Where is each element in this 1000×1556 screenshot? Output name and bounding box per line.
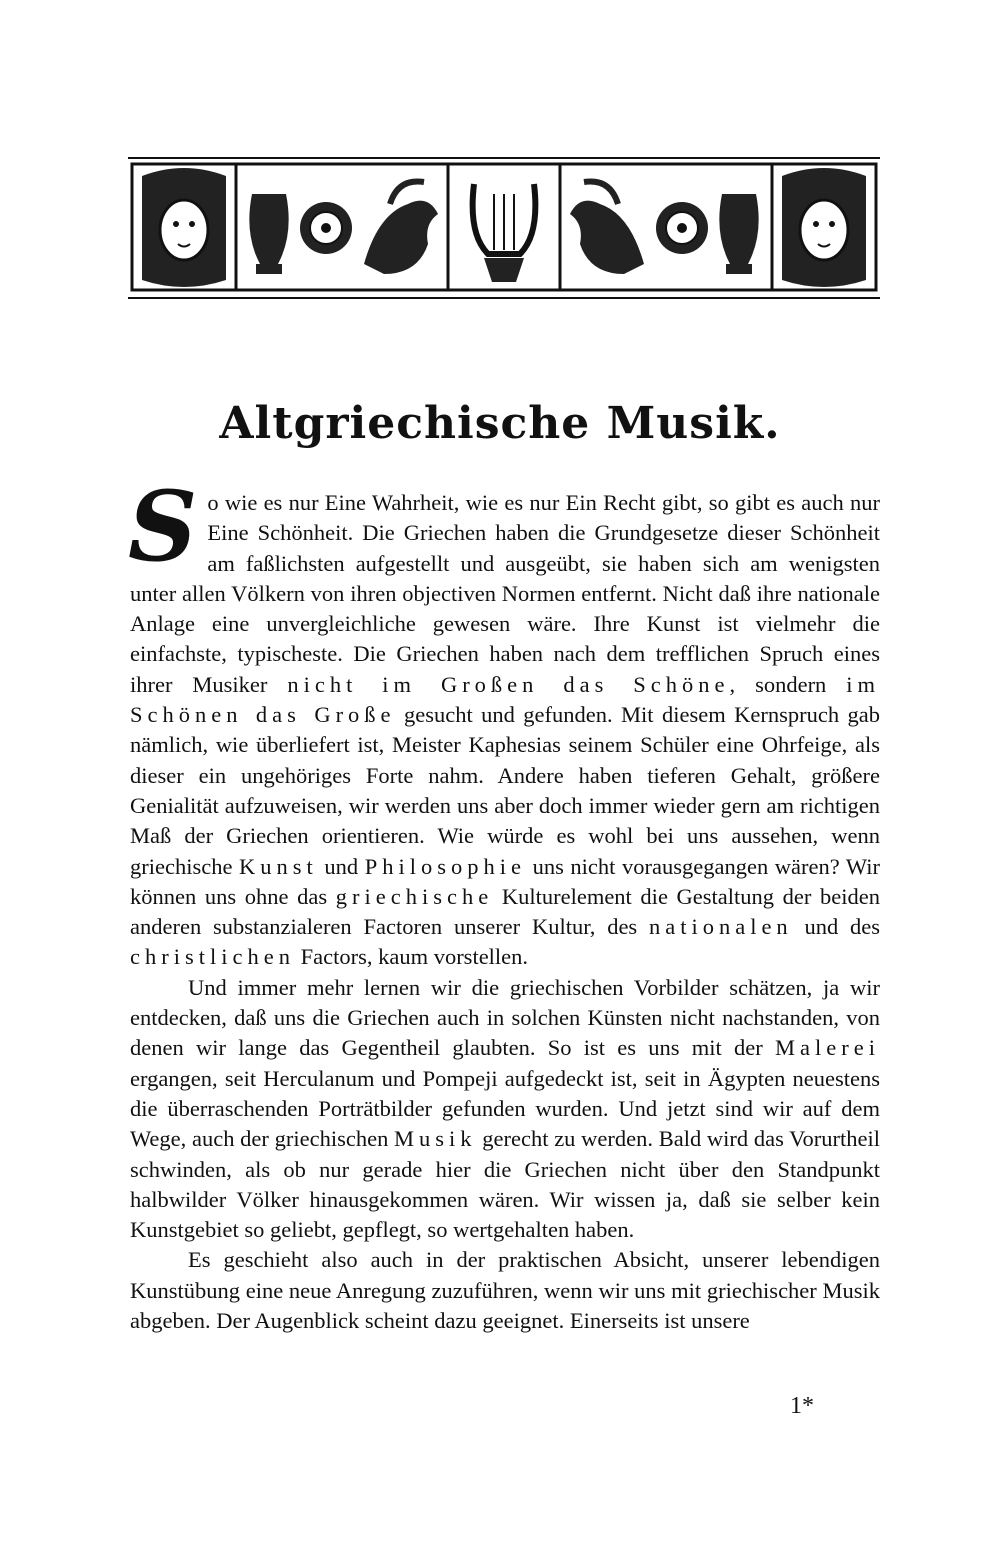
vase-left-icon xyxy=(249,194,288,274)
paragraph-2: Und immer mehr lernen wir die griechischen Vorbilder schätzen, ja wir entdecken, daß uns die Griechen auch in solchen Künsten nicht nachstanden, von denen wir lange das Gegentheil glaubten. So ist es uns mit der Malerei ergangen, seit Herculanum und Pompeji aufgedeckt ist, seit in Ägypten neuestens die überraschenden Porträtbilder gefunden wurden. Und jetzt sind wir auf dem Wege, auch der griechischen Musik gerecht zu werden. Bald wird das Vorurtheil schwinden, als ob nur gerade hier die Griechen nicht über den Standpunkt halbwilder Völker hinausgekommen wären. Wir wissen ja, daß sie selber kein Kunstgebiet so geliebt, gepflegt, so wertgehalten haben. xyxy=(130,974,881,1243)
body-text xyxy=(128,470,881,1336)
ornament-illustration xyxy=(128,154,880,302)
chapter-title: Altgriechische Musik. xyxy=(219,398,781,449)
mask-left-icon xyxy=(142,168,226,287)
rosette-right-icon xyxy=(656,202,708,254)
page-signature: 1* xyxy=(790,1393,814,1419)
vase-right-icon xyxy=(719,194,758,274)
griffin-right-icon xyxy=(570,181,644,274)
rosette-left-icon xyxy=(300,202,352,254)
paragraph-1: So wie es nur Eine Wahrheit, wie es nur Ein Recht gibt, so gibt es auch nur Eine Schönheit. Die Griechen haben die Grundgesetze dieser Schönheit am faßlichsten aufgestellt und ausgeübt, sie haben sich am wenigsten unter allen Völkern von ihren objectiven Normen entfernt. Nicht daß ihre nationale Anlage eine unvergleichliche gewesen wäre. Ihre Kunst ist vielmehr die einfachste, typischeste. Die Griechen haben nach dem trefflichen Spruch eines ihrer Musiker nicht im Großen das Schöne, sondern im Schönen das Große gesucht und gefunden. Mit diesem Kernspruch gab nämlich, wie überliefert ist, Meister Kaphesias seinem Schüler eine Ohrfeige, als dieser ein ungehöriges Forte nahm. Andere haben tieferen Gehalt, größere Genialität aufzuweisen, wir werden uns aber doch immer wieder gern am richtigen Maß der Griechen orientieren. Wie würde es wohl bei uns aussehen, wenn griechische Kunst und Philosophie uns nicht vorausgegangen wären? Wir können uns ohne das griechische Kulturelement die Gestaltung der beiden anderen substanzialeren Factoren unserer Kultur, des nationalen und des christlichen Factors, kaum vorstellen. xyxy=(128,470,881,970)
ornamental-header-band xyxy=(128,154,880,302)
griffin-left-icon xyxy=(364,181,438,274)
paragraph-3: Es geschieht also auch in der praktischen Absicht, unserer lebendigen Kunstübung eine neue Anregung zuzuführen, wenn wir uns mit griechischer Musik abgeben. Der Augenblick scheint dazu geeignet. Einerseits ist unsere xyxy=(130,1247,880,1334)
drop-cap: S xyxy=(128,470,198,583)
lyre-icon xyxy=(473,184,536,282)
mask-right-icon xyxy=(782,168,866,287)
